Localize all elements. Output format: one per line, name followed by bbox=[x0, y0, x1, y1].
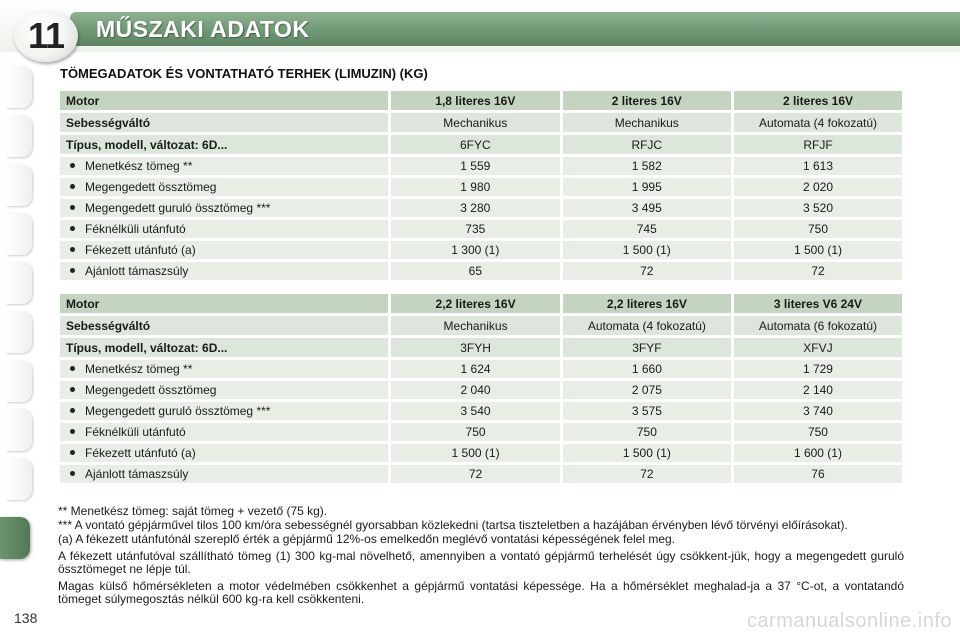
value-cell: 3 575 bbox=[563, 402, 731, 420]
type-cell: 6FYC bbox=[391, 135, 559, 154]
row-label: Fékezett utánfutó (a) bbox=[85, 243, 196, 257]
section-title: TÖMEGADATOK ÉS VONTATHATÓ TERHEK (LIMUZIN) (KG) bbox=[60, 66, 428, 81]
gearbox-row bbox=[60, 316, 902, 335]
engine-label: Motor bbox=[60, 91, 388, 110]
row-label: Féknélküli utánfutó bbox=[85, 425, 186, 439]
chapter-tab[interactable] bbox=[6, 458, 32, 500]
engine-cell: 2,2 literes 16V bbox=[563, 294, 731, 313]
engine-cell: 1,8 literes 16V bbox=[391, 91, 559, 110]
value-cell: 3 520 bbox=[734, 199, 902, 217]
gearbox-cell: Mechanikus bbox=[563, 113, 731, 132]
footnote: Magas külső hőmérsékleten a motor védelmében csökkenhet a gépjármű vontatási képessége. Ha a hőmérséklet meghalad-ja a 37 °C-ot, a vontatandó tömeget súlymegosztás nélkül 600 kg-ra kell csökkenteni. bbox=[58, 579, 904, 606]
weights-table-1 bbox=[57, 88, 905, 283]
chapter-number-badge: 11 bbox=[14, 10, 78, 62]
value-cell: 72 bbox=[391, 465, 560, 483]
value-cell: 1 500 (1) bbox=[563, 444, 731, 462]
gearbox-cell: Mechanikus bbox=[391, 316, 560, 335]
footnote: *** A vontató gépjárművel tilos 100 km/óra sebességnél gyorsabban közlekedni (tartsa tiszteletben a hazájában érvényben lévő törvényi előírásokat). bbox=[58, 518, 848, 532]
chapter-tab[interactable] bbox=[6, 66, 32, 108]
row-label: Menetkész tömeg ** bbox=[85, 159, 193, 173]
value-cell: 2 075 bbox=[563, 381, 731, 399]
value-cell: 3 495 bbox=[563, 199, 731, 217]
row-label: Ajánlott támaszsúly bbox=[85, 467, 189, 481]
bullet-icon bbox=[70, 268, 75, 273]
table-row bbox=[60, 220, 902, 238]
table-row bbox=[60, 465, 902, 483]
footnote: ** Menetkész tömeg: saját tömeg + vezető (75 kg). bbox=[58, 504, 328, 518]
table-header-row bbox=[60, 91, 902, 110]
type-cell: XFVJ bbox=[734, 338, 902, 357]
row-label: Ajánlott támaszsúly bbox=[85, 264, 189, 278]
chapter-tab-active[interactable] bbox=[0, 517, 30, 559]
value-cell: 1 300 (1) bbox=[391, 241, 559, 259]
value-cell: 1 500 (1) bbox=[563, 241, 731, 259]
type-cell: 3FYH bbox=[391, 338, 560, 357]
page-title: MŰSZAKI ADATOK bbox=[96, 16, 310, 42]
value-cell: 72 bbox=[563, 465, 731, 483]
value-cell: 745 bbox=[563, 220, 731, 238]
gearbox-label: Sebességváltó bbox=[60, 316, 388, 335]
bullet-icon bbox=[70, 247, 75, 252]
footnotes bbox=[58, 505, 904, 610]
chapter-tab[interactable] bbox=[6, 311, 32, 353]
table-header-row bbox=[60, 294, 902, 313]
value-cell: 3 740 bbox=[734, 402, 902, 420]
value-cell: 750 bbox=[734, 220, 902, 238]
bullet-icon bbox=[70, 205, 75, 210]
table-row bbox=[60, 262, 902, 280]
value-cell: 1 559 bbox=[391, 157, 559, 175]
value-cell: 72 bbox=[734, 262, 902, 280]
table-row bbox=[60, 199, 902, 217]
value-cell: 1 500 (1) bbox=[391, 444, 560, 462]
value-cell: 750 bbox=[391, 423, 560, 441]
table-row bbox=[60, 444, 902, 462]
row-label: Menetkész tömeg ** bbox=[85, 362, 193, 376]
table-row bbox=[60, 157, 902, 175]
table-row bbox=[60, 402, 902, 420]
bullet-icon bbox=[70, 226, 75, 231]
engine-cell: 2 literes 16V bbox=[734, 91, 902, 110]
row-label: Féknélküli utánfutó bbox=[85, 222, 186, 236]
value-cell: 3 540 bbox=[391, 402, 560, 420]
type-label: Típus, modell, változat: 6D... bbox=[60, 338, 388, 357]
gearbox-cell: Mechanikus bbox=[391, 113, 559, 132]
chapter-tab[interactable] bbox=[6, 115, 32, 157]
row-label: Megengedett guruló össztömeg *** bbox=[85, 404, 271, 418]
engine-cell: 2,2 literes 16V bbox=[391, 294, 560, 313]
type-row bbox=[60, 338, 902, 357]
chapter-tab[interactable] bbox=[6, 213, 32, 255]
chapter-tab[interactable] bbox=[6, 164, 32, 206]
value-cell: 1 660 bbox=[563, 360, 731, 378]
value-cell: 1 582 bbox=[563, 157, 731, 175]
gearbox-cell: Automata (6 fokozatú) bbox=[734, 316, 902, 335]
table-row bbox=[60, 381, 902, 399]
footnote: A fékezett utánfutóval szállítható tömeg (1) 300 kg-mal növelhető, amennyiben a vontató gépjármű terhelését úgy csökkent-jük, hogy a megengedett guruló össztömeget ne lépje túl. bbox=[58, 549, 904, 576]
value-cell: 1 729 bbox=[734, 360, 902, 378]
value-cell: 750 bbox=[563, 423, 731, 441]
table-row bbox=[60, 241, 902, 259]
engine-cell: 2 literes 16V bbox=[563, 91, 731, 110]
value-cell: 3 280 bbox=[391, 199, 559, 217]
value-cell: 750 bbox=[734, 423, 902, 441]
value-cell: 2 040 bbox=[391, 381, 560, 399]
bullet-icon bbox=[70, 429, 75, 434]
value-cell: 1 613 bbox=[734, 157, 902, 175]
bullet-icon bbox=[70, 184, 75, 189]
type-row bbox=[60, 135, 902, 154]
table-row bbox=[60, 178, 902, 196]
page-number: 138 bbox=[14, 610, 38, 626]
gearbox-cell: Automata (4 fokozatú) bbox=[563, 316, 731, 335]
table-row bbox=[60, 360, 902, 378]
row-label: Fékezett utánfutó (a) bbox=[85, 446, 196, 460]
value-cell: 65 bbox=[391, 262, 559, 280]
weights-table-2 bbox=[57, 291, 905, 486]
gearbox-row bbox=[60, 113, 902, 132]
bullet-icon bbox=[70, 366, 75, 371]
engine-cell: 3 literes V6 24V bbox=[734, 294, 902, 313]
value-cell: 76 bbox=[734, 465, 902, 483]
value-cell: 735 bbox=[391, 220, 559, 238]
type-cell: 3FYF bbox=[563, 338, 731, 357]
value-cell: 2 140 bbox=[734, 381, 902, 399]
gearbox-cell: Automata (4 fokozatú) bbox=[734, 113, 902, 132]
bullet-icon bbox=[70, 471, 75, 476]
bullet-icon bbox=[70, 163, 75, 168]
table-row bbox=[60, 423, 902, 441]
bullet-icon bbox=[70, 387, 75, 392]
value-cell: 72 bbox=[563, 262, 731, 280]
chapter-tab[interactable] bbox=[6, 409, 32, 451]
row-label: Megengedett össztömeg bbox=[85, 383, 217, 397]
value-cell: 1 980 bbox=[391, 178, 559, 196]
bullet-icon bbox=[70, 450, 75, 455]
row-label: Megengedett össztömeg bbox=[85, 180, 217, 194]
chapter-tab[interactable] bbox=[6, 262, 32, 304]
chapter-tab-strip bbox=[0, 66, 44, 507]
watermark: carmanualsonline.info bbox=[746, 610, 952, 632]
footnote: (a) A fékezett utánfutónál szereplő érték a gépjármű 12%-os emelkedőn meglévő vontatási képességének felel meg. bbox=[58, 532, 676, 546]
value-cell: 1 500 (1) bbox=[734, 241, 902, 259]
engine-label: Motor bbox=[60, 294, 388, 313]
chapter-tab[interactable] bbox=[6, 360, 32, 402]
type-label: Típus, modell, változat: 6D... bbox=[60, 135, 388, 154]
type-cell: RFJF bbox=[734, 135, 902, 154]
row-label: Megengedett guruló össztömeg *** bbox=[85, 201, 271, 215]
bullet-icon bbox=[70, 408, 75, 413]
gearbox-label: Sebességváltó bbox=[60, 113, 388, 132]
value-cell: 1 624 bbox=[391, 360, 560, 378]
value-cell: 1 600 (1) bbox=[734, 444, 902, 462]
value-cell: 2 020 bbox=[734, 178, 902, 196]
value-cell: 1 995 bbox=[563, 178, 731, 196]
type-cell: RFJC bbox=[563, 135, 731, 154]
